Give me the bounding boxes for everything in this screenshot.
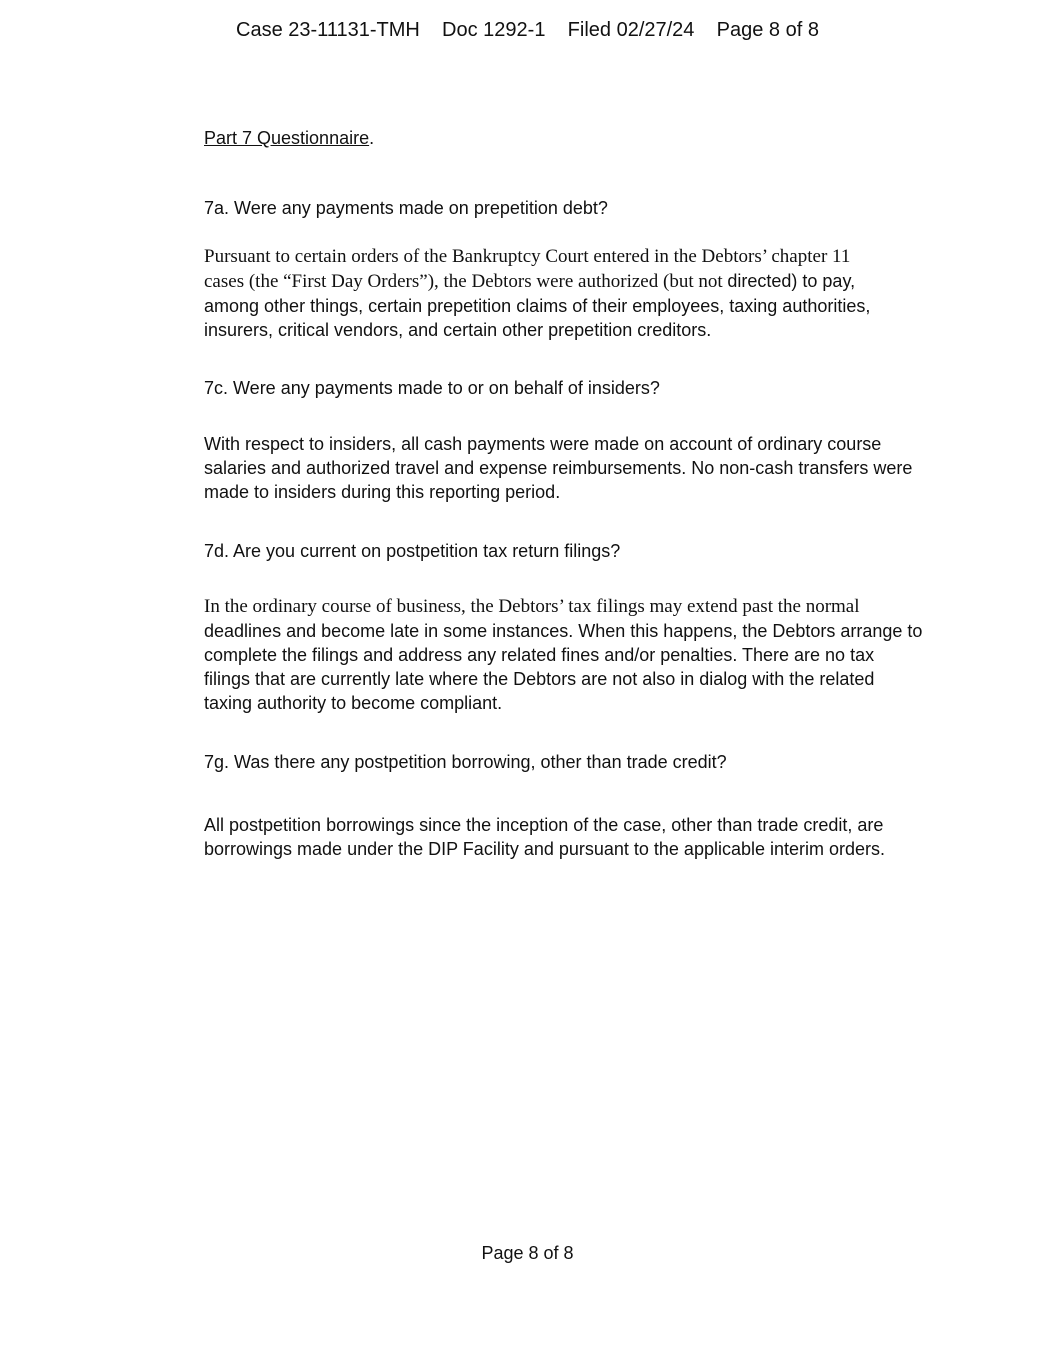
question-7d: 7d. Are you current on postpetition tax return filings? [204,541,621,561]
answer-7g [204,813,939,861]
answer-7a-line-4: insurers, critical vendors, and certain other prepetition creditors. [204,320,712,340]
answer-7d [204,595,939,715]
part-title [204,128,374,149]
page-footer: Page 8 of 8 [481,1243,574,1263]
case-header: Case 23-11131-TMH Doc 1292-1 Filed 02/27/24 Page 8 of 8 [236,19,819,41]
answer-7a-line-2 [204,269,939,294]
answer-7c-line-2: salaries and authorized travel and expense reimbursements. No non-cash transfers were [204,458,913,478]
answer-7a-line-3: among other things, certain prepetition claims of their employees, taxing authorities, [204,296,871,316]
answer-7d-line-1: In the ordinary course of business, the Debtors’ tax filings may extend past the normal [204,596,860,617]
answer-7a [204,245,939,342]
question-7c: 7c. Were any payments made to or on behalf of insiders? [204,378,660,398]
answer-7g-line-1: All postpetition borrowings since the inception of the case, other than trade credit, are [204,815,884,835]
answer-7a-line-1: Pursuant to certain orders of the Bankruptcy Court entered in the Debtors’ chapter 11 [204,246,851,267]
part-title-suffix: . [369,128,375,148]
answer-7c [204,432,939,504]
answer-7d-line-3: complete the filings and address any related fines and/or penalties. There are no tax [204,645,875,665]
answer-7c-line-3: made to insiders during this reporting period. [204,482,561,502]
answer-7a-line-2-serif: cases (the “First Day Orders”), the Debtors were authorized (but not [204,271,728,292]
answer-7g-line-2: borrowings made under the DIP Facility and pursuant to the applicable interim orders. [204,839,886,859]
answer-7d-line-5: taxing authority to become compliant. [204,693,503,713]
question-7a: 7a. Were any payments made on prepetition debt? [204,198,608,218]
question-7g: 7g. Was there any postpetition borrowing, other than trade credit? [204,752,727,772]
answer-7c-line-1: With respect to insiders, all cash payments were made on account of ordinary course [204,434,882,454]
answer-7a-line-2-sans: directed) to pay, [727,271,856,291]
answer-7d-line-2: deadlines and become late in some instances. When this happens, the Debtors arrange to [204,621,923,641]
answer-7d-line-4: filings that are currently late where the Debtors are not also in dialog with the related [204,669,875,689]
part-title-text: Part 7 Questionnaire [204,128,370,148]
